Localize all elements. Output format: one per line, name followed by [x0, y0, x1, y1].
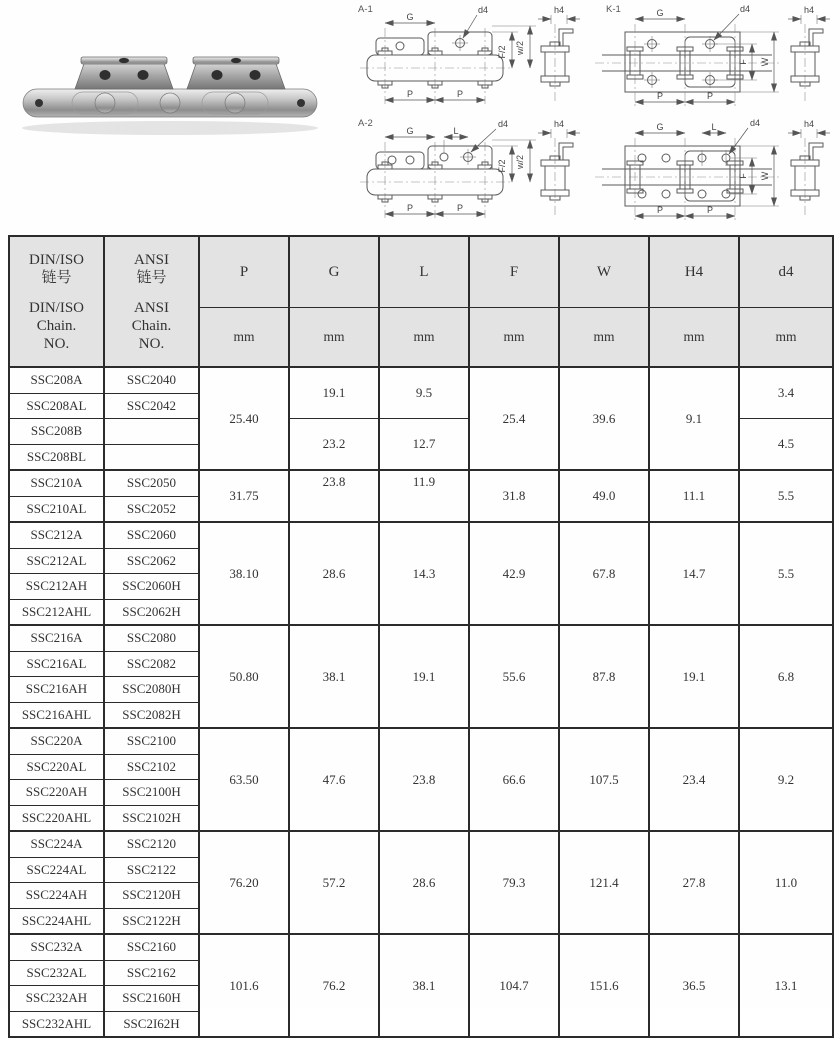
ansi-cell: SSC2040: [104, 367, 199, 393]
ansi-cell: SSC2050: [104, 470, 199, 496]
k1-dim-p2: P: [706, 91, 714, 101]
a1-chain-side-view: [360, 28, 510, 104]
ansi-cell: SSC2I62H: [104, 1011, 199, 1037]
p-value: 76.20: [199, 831, 289, 934]
header-din-iso: DIN/ISO 链号 DIN/ISO Chain. NO.: [9, 236, 104, 367]
din-cell: SSC224A: [9, 831, 104, 857]
table-row: [9, 470, 833, 496]
l-value: 19.1: [379, 625, 469, 728]
unit-cell: mm: [649, 308, 739, 368]
w-value: 87.8: [559, 625, 649, 728]
table-row: [9, 522, 833, 548]
w-value: 39.6: [559, 367, 649, 470]
a1-dim-p1: P: [406, 89, 414, 99]
g-value: 23.8: [289, 470, 379, 522]
h4-value: 11.1: [649, 470, 739, 522]
a2-dim-w2: w/2: [515, 154, 525, 170]
ansi-cell: SSC2100: [104, 728, 199, 754]
f-value: 79.3: [469, 831, 559, 934]
d4-value: 5.5: [739, 470, 833, 522]
drawing-a2-label: A-2: [358, 118, 373, 129]
d4-value: 3.4: [739, 367, 833, 419]
a1-dim-f2: F/2: [497, 45, 507, 59]
ansi-cell: SSC2160: [104, 934, 199, 960]
ansi-cell: SSC2062: [104, 548, 199, 574]
w-value: 67.8: [559, 522, 649, 625]
k2-dim-h4: h4: [803, 119, 815, 129]
header-col-f: F: [469, 236, 559, 308]
photo-attachments: [75, 57, 285, 89]
g-value: 38.1: [289, 625, 379, 728]
header-col-d4: d4: [739, 236, 833, 308]
g-value: 19.1: [289, 367, 379, 419]
ansi-cell: SSC2122: [104, 857, 199, 883]
l-value: 38.1: [379, 934, 469, 1037]
din-cell: SSC220A: [9, 728, 104, 754]
k2-dim-f: F: [738, 173, 748, 179]
k1-dim-d4: d4: [740, 4, 751, 14]
ansi-cell: SSC2082: [104, 651, 199, 677]
unit-cell: mm: [559, 308, 649, 368]
table-row: [9, 367, 833, 393]
a1-dim-p2: P: [456, 89, 464, 99]
a1-pin-profile: [538, 5, 580, 104]
header-ansi-cn: 链号: [136, 269, 167, 286]
w-value: 151.6: [559, 934, 649, 1037]
a2-dim-f2: F/2: [497, 159, 507, 173]
din-cell: SSC208A: [9, 367, 104, 393]
drawing-k1: [590, 2, 840, 114]
din-cell: SSC216AL: [9, 651, 104, 677]
drawing-k2: [590, 114, 840, 234]
g-value: 57.2: [289, 831, 379, 934]
a2-pin-profile: [538, 119, 580, 218]
k2-dim-l: L: [711, 122, 717, 132]
k1-dim-g: G: [656, 8, 664, 18]
k2-dim-p2: P: [706, 205, 714, 215]
ansi-cell: [104, 444, 199, 470]
din-cell: SSC232AHL: [9, 1011, 104, 1037]
ansi-cell: SSC2120: [104, 831, 199, 857]
k1-dim-w: W: [760, 57, 770, 67]
header-col-p: P: [199, 236, 289, 308]
a2-dim-h4: h4: [553, 119, 565, 129]
header-col-w: W: [559, 236, 649, 308]
drawing-k1-label: K-1: [606, 4, 621, 15]
p-value: 25.40: [199, 367, 289, 470]
l-value: 14.3: [379, 522, 469, 625]
din-cell: SSC212AHL: [9, 599, 104, 625]
a1-dimensions: [385, 5, 536, 100]
a2-dimensions: [385, 119, 536, 214]
h4-value: 23.4: [649, 728, 739, 831]
k1-dim-h4: h4: [803, 5, 815, 15]
g-value: 28.6: [289, 522, 379, 625]
din-cell: SSC232AL: [9, 960, 104, 986]
d4-value: 5.5: [739, 522, 833, 625]
din-cell: SSC212A: [9, 522, 104, 548]
ansi-cell: SSC2060H: [104, 574, 199, 600]
header-ansi: ANSI 链号 ANSI Chain. NO.: [104, 236, 199, 367]
d4-value: 4.5: [739, 419, 833, 471]
a1-dim-w2: w/2: [515, 40, 525, 56]
w-value: 107.5: [559, 728, 649, 831]
din-cell: SSC224AL: [9, 857, 104, 883]
unit-cell: mm: [199, 308, 289, 368]
drawing-a1-label: A-1: [358, 4, 373, 15]
din-cell: SSC232AH: [9, 986, 104, 1012]
spec-table-header: [9, 236, 833, 367]
drawing-a1: [340, 2, 590, 114]
h4-value: 14.7: [649, 522, 739, 625]
a2-dim-p1: P: [406, 203, 414, 213]
din-cell: SSC208AL: [9, 393, 104, 419]
d4-value: 13.1: [739, 934, 833, 1037]
ansi-cell: SSC2062H: [104, 599, 199, 625]
ansi-cell: SSC2120H: [104, 883, 199, 909]
header-row-1: [9, 236, 833, 308]
k1-dim-p1: P: [656, 91, 664, 101]
photo-shadow: [22, 121, 318, 135]
k1-pin-profile: [788, 5, 830, 104]
a1-dim-g: G: [406, 12, 414, 22]
a2-dim-g: G: [406, 126, 414, 136]
l-value: 11.9: [379, 470, 469, 522]
ansi-cell: SSC2060: [104, 522, 199, 548]
a2-dim-p2: P: [456, 203, 464, 213]
din-cell: SSC220AHL: [9, 805, 104, 831]
ansi-cell: SSC2102: [104, 754, 199, 780]
w-value: 49.0: [559, 470, 649, 522]
h4-value: 19.1: [649, 625, 739, 728]
l-value: 12.7: [379, 419, 469, 471]
din-cell: SSC212AH: [9, 574, 104, 600]
p-value: 50.80: [199, 625, 289, 728]
k1-dim-f: F: [738, 59, 748, 65]
k2-dim-g: G: [656, 122, 664, 132]
d4-value: 9.2: [739, 728, 833, 831]
a1-dim-d4: d4: [478, 5, 489, 15]
l-value: 9.5: [379, 367, 469, 419]
f-value: 66.6: [469, 728, 559, 831]
p-value: 63.50: [199, 728, 289, 831]
photo-chain: [23, 89, 317, 117]
din-cell: SSC210AL: [9, 496, 104, 522]
ansi-cell: SSC2102H: [104, 805, 199, 831]
ansi-cell: SSC2160H: [104, 986, 199, 1012]
k2-dim-w: W: [760, 171, 770, 181]
g-value: 47.6: [289, 728, 379, 831]
spec-table: [8, 235, 834, 1038]
g-value: 23.2: [289, 419, 379, 471]
f-value: 31.8: [469, 470, 559, 522]
table-row: [9, 625, 833, 651]
header-col-g: G: [289, 236, 379, 308]
din-cell: SSC224AHL: [9, 908, 104, 934]
a2-chain-side-view: [360, 140, 510, 218]
din-cell: SSC208BL: [9, 444, 104, 470]
w-value: 121.4: [559, 831, 649, 934]
table-row: [9, 831, 833, 857]
header-col-h4: H4: [649, 236, 739, 308]
p-value: 31.75: [199, 470, 289, 522]
d4-value: 11.0: [739, 831, 833, 934]
ansi-cell: SSC2100H: [104, 780, 199, 806]
h4-value: 9.1: [649, 367, 739, 470]
a1-dim-h4: h4: [553, 5, 565, 15]
k2-pin-profile: [788, 119, 830, 218]
drawing-a2: [340, 114, 590, 234]
g-value: 76.2: [289, 934, 379, 1037]
f-value: 25.4: [469, 367, 559, 470]
ansi-cell: SSC2162: [104, 960, 199, 986]
ansi-cell: SSC2052: [104, 496, 199, 522]
d4-value: 6.8: [739, 625, 833, 728]
ansi-cell: [104, 419, 199, 445]
din-cell: SSC220AH: [9, 780, 104, 806]
din-cell: SSC232A: [9, 934, 104, 960]
din-cell: SSC212AL: [9, 548, 104, 574]
din-cell: SSC210A: [9, 470, 104, 496]
table-row: [9, 728, 833, 754]
f-value: 55.6: [469, 625, 559, 728]
din-cell: SSC220AL: [9, 754, 104, 780]
f-value: 104.7: [469, 934, 559, 1037]
p-value: 101.6: [199, 934, 289, 1037]
ansi-cell: SSC2042: [104, 393, 199, 419]
unit-cell: mm: [289, 308, 379, 368]
a2-dim-d4: d4: [498, 119, 509, 129]
ansi-cell: SSC2080H: [104, 677, 199, 703]
header-din-iso-cn: 链号: [41, 269, 72, 286]
h4-value: 36.5: [649, 934, 739, 1037]
din-cell: SSC224AH: [9, 883, 104, 909]
din-cell: SSC216AHL: [9, 702, 104, 728]
din-cell: SSC216A: [9, 625, 104, 651]
a2-dim-l: L: [453, 126, 459, 136]
l-value: 28.6: [379, 831, 469, 934]
h4-value: 27.8: [649, 831, 739, 934]
ansi-cell: SSC2122H: [104, 908, 199, 934]
din-cell: SSC216AH: [9, 677, 104, 703]
f-value: 42.9: [469, 522, 559, 625]
header-din-iso-title: DIN/ISO: [29, 251, 84, 268]
product-photo: [15, 45, 325, 140]
din-cell: SSC208B: [9, 419, 104, 445]
header-col-l: L: [379, 236, 469, 308]
ansi-cell: SSC2080: [104, 625, 199, 651]
p-value: 38.10: [199, 522, 289, 625]
unit-cell: mm: [469, 308, 559, 368]
unit-cell: mm: [739, 308, 833, 368]
unit-cell: mm: [379, 308, 469, 368]
table-row: [9, 934, 833, 960]
l-value: 23.8: [379, 728, 469, 831]
ansi-cell: SSC2082H: [104, 702, 199, 728]
k2-dim-p1: P: [656, 205, 664, 215]
k2-dim-d4: d4: [750, 118, 761, 128]
header-ansi-title: ANSI: [133, 251, 169, 268]
